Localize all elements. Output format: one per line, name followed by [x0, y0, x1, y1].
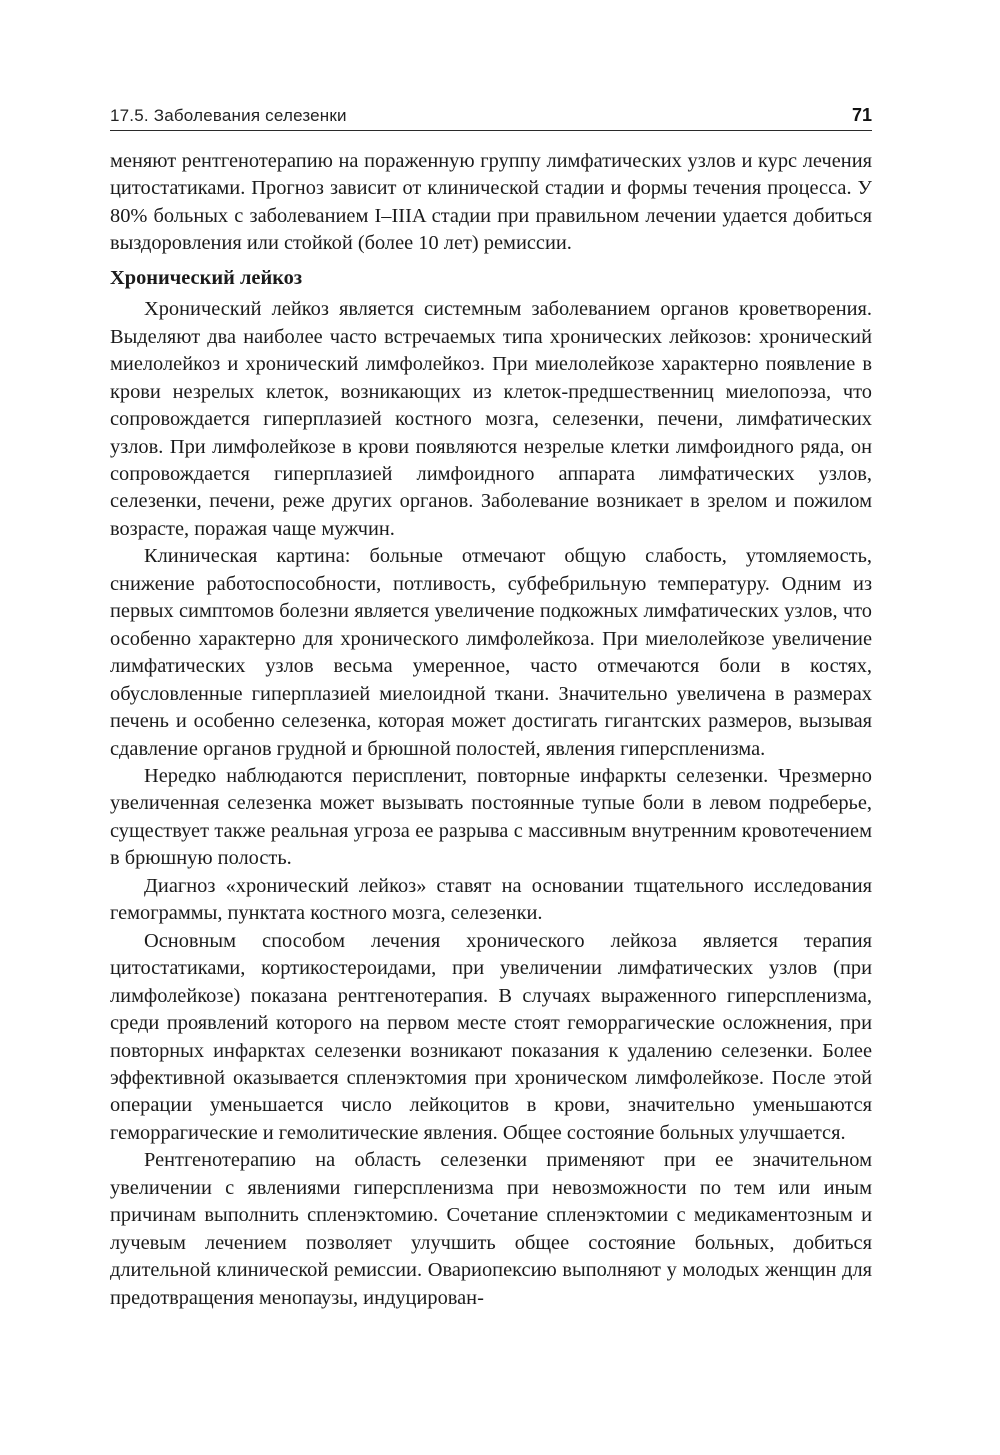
section-heading: Хронический лейкоз	[110, 266, 303, 289]
paragraph: Рентгенотерапию на область селезенки применяют при ее значительном увеличении с явлениями гиперспленизма при невозможности по тем или иным причинам выполнить спленэктомию. Сочетание спленэктомии с медикаментозным и лучевым лечением позволяет улучшить общее состояние больных, добиться длительной клинической ремиссии. Овариопексию выполняют у молодых женщин для предотвращения менопаузы, индуцирован-	[110, 1149, 872, 1309]
section-title: 17.5. Заболевания селезенки	[110, 106, 347, 125]
paragraph: Диагноз «хронический лейкоз» ставят на основании тщательного исследования гемограммы, пунктата костного мозга, селезенки.	[110, 874, 872, 925]
paragraph: Основным способом лечения хронического лейкоза является терапия цитостатиками, кортикостероидами, при увеличении лимфатических узлов (при лимфолейкозе) показана рентгенотерапия. В случаях выраженного гиперспленизма, среди проявлений которого на первом месте стоят геморрагические осложнения, при повторных инфарктах селезенки возникают показания к удалению селезенки. Более эффективной оказывается спленэктомия при хроническом лимфолейкозе. После этой операции уменьшается число лейкоцитов в крови, значительно уменьшаются геморрагические и гемолитические явления. Общее состояние больных улучшается.	[110, 929, 872, 1144]
paragraph: Клиническая картина: больные отмечают общую слабость, утомляемость, снижение работоспособности, потливость, субфебрильную температуру. Одним из первых симптомов болезни является увеличение подкожных лимфатических узлов, что особенно характерно для хронического лимфолейкоза. При миелолейкозе увеличение лимфатических узлов весьма умеренное, часто отмечаются боли в костях, обусловленные гиперплазией миелоидной ткани. Значительно увеличена в размерах печень и особенно селезенка, которая может достигать гигантских размеров, вызывая сдавление органов грудной и брюшной полостей, явления гиперспленизма.	[110, 545, 872, 760]
paragraph: меняют рентгенотерапию на пораженную группу лимфатических узлов и курс лечения цитостатиками. Прогноз зависит от клинической стадии и формы течения процесса. У 80% больных с заболеванием I–IIIA стадии при правильном лечении удается добиться выздоровления или стойкой (более 10 лет) ремиссии.	[110, 150, 872, 255]
running-head	[110, 104, 872, 131]
paragraph: Нередко наблюдаются периспленит, повторные инфаркты селезенки. Чрезмерно увеличенная селезенка может вызывать постоянные тупые боли в левом подреберье, существует также реальная угроза ее разрыва с массивным внутренним кровотечением в брюшную полость.	[110, 764, 872, 870]
page-number: 71	[851, 105, 872, 125]
paragraph: Хронический лейкоз является системным заболеванием органов кроветворения. Выделяют два наиболее часто встречаемых типа хронических лейкозов: хронический миелолейкоз и хронический лимфолейкоз. При миелолейкозе характерно появление в крови незрелых клеток, возникающих из клеток-предшественниц миелопоэза, что сопровождается гиперплазией костного мозга, селезенки, печени, лимфатических узлов. При лимфолейкозе в крови появляются незрелые клетки лимфоидного ряда, он сопровождается гиперплазией лимфоидного аппарата лимфатических узлов, селезенки, печени, реже других органов. Заболевание возникает в зрелом и пожилом возрасте, поражая чаще мужчин.	[110, 298, 872, 540]
page-body	[110, 148, 872, 1312]
